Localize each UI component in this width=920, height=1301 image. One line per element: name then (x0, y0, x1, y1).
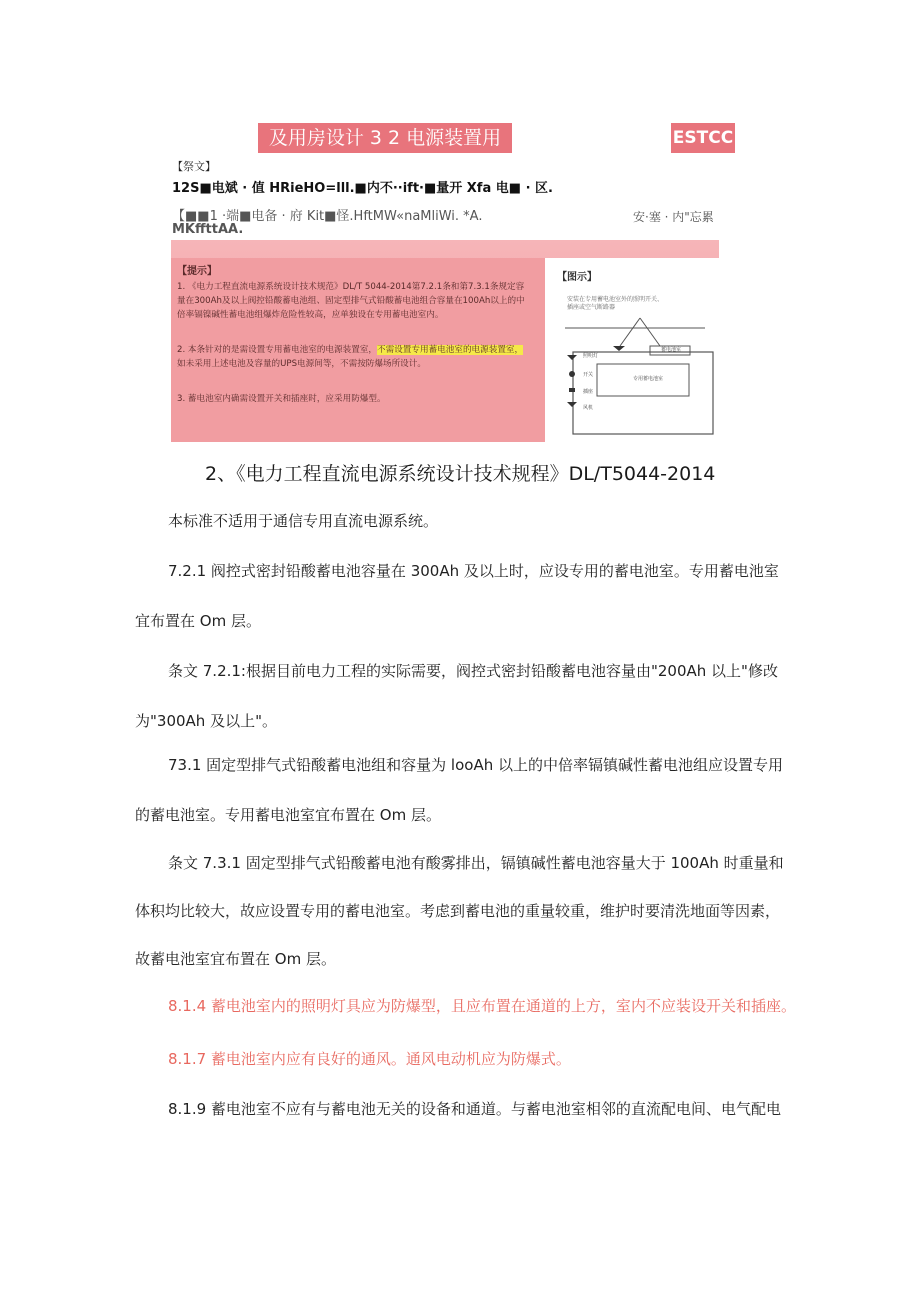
garbled-line-2-right: 安·塞 · 内"忘累 (633, 210, 714, 224)
tip-item-2-rest: 如未采用上述电池及容量的UPS电源间等，不需按防爆场所设计。 (177, 359, 426, 369)
diagram-title: 【图示】 (557, 272, 597, 283)
diagram-box-label: 蓄电池室 (661, 347, 682, 353)
paragraph-3-line-2: 为"300Ah 及以上"。 (135, 712, 277, 730)
tag-label: 【祭文】 (172, 160, 216, 173)
tip-title: 【提示】 (177, 266, 217, 277)
section-heading: 2、《电力工程直流电源系统设计技术规程》DL/T5044-2014 (205, 463, 716, 485)
garbled-line-3: MKffttAA. (172, 222, 244, 237)
legend-1: 照明灯 (583, 353, 599, 359)
paragraph-5-line-3: 故蓄电池室宜布置在 Om 层。 (135, 950, 336, 968)
garbled-line-2: 【■■1 ·端■电备 · 府 Kit■怪.HftMW«naMliWi. *A. (172, 209, 483, 224)
paragraph-2-line-2: 宜布置在 Om 层。 (135, 612, 261, 630)
paragraph-8: 8.1.9 蓄电池室不应有与蓄电池无关的设备和通道。与蓄电池室相邻的直流配电间、电气配电 (168, 1100, 781, 1118)
diagram-note: 安装在专用蓄电池室外的照明开关、插座或空气断路器 (567, 296, 664, 311)
garbled-line-1: 12S■电斌 · 值 HRieHO=lll.■内不··ift·■量开 Xfa 电■ · 区. (172, 181, 553, 196)
paragraph-5-line-2: 体积均比较大，故应设置专用的蓄电池室。考虑到蓄电池的重量较重，维护时要清洗地面等因素， (135, 902, 781, 920)
header-banner-title: 及用房设计 3 2 电源装置用 (258, 123, 512, 153)
diagram-inner-label: 专用蓄电池室 (633, 376, 664, 382)
paragraph-4-line-1: 73.1 固定型排气式铅酸蓄电池组和容量为 looAh 以上的中倍率镉镇碱性蓄电池组应设置专用 (168, 756, 783, 774)
paragraph-7-red: 8.1.7 蓄电池室内应有良好的通风。通风电动机应为防爆式。 (168, 1050, 571, 1068)
tip-item-3: 3. 蓄电池室内确需设置开关和插座时，应采用防爆型。 (177, 394, 386, 404)
legend-4: 风机 (583, 405, 594, 411)
paragraph-5-line-1: 条文 7.3.1 固定型排气式铅酸蓄电池有酸雾排出，镉镇碱性蓄电池容量大于 100Ah 时重量和 (168, 854, 784, 872)
tip-panel-diagram (545, 258, 719, 442)
paragraph-3-line-1: 条文 7.2.1:根据目前电力工程的实际需要，阀控式密封铅酸蓄电池容量由"200Ah 以上"修改 (168, 662, 778, 680)
legend-2: 开关 (583, 372, 594, 378)
tip-item-2 (177, 343, 527, 371)
legend-3: 插座 (583, 389, 594, 395)
battery-room-diagram (545, 288, 719, 438)
header-banner-code: ESTCC (671, 123, 735, 153)
paragraph-6-red: 8.1.4 蓄电池室内的照明灯具应为防爆型，且应布置在通道的上方，室内不应装设开关和插座。 (168, 997, 796, 1015)
tip-panel (171, 240, 719, 442)
paragraph-1: 本标准不适用于通信专用直流电源系统。 (168, 512, 439, 530)
paragraph-2-line-1: 7.2.1 阀控式密封铅酸蓄电池容量在 300Ah 及以上时，应设专用的蓄电池室。专用蓄电池室 (168, 562, 779, 580)
tip-item-2-highlight: 不需设置专用蓄电池室的电源装置室， (377, 345, 524, 355)
tip-item-1: 1. 《电力工程直流电源系统设计技术规范》DL/T 5044-2014第7.2.1条和第7.3.1条规定容量在300Ah及以上阀控铅酸蓄电池组、固定型排气式铅酸蓄电池组合容量在100Ah以上的中倍率镉镍碱性蓄电池组爆炸危险性较高，应单独设在专用蓄电池室内。 (177, 282, 525, 320)
tip-item-2-text: 2. 本条针对的是需设置专用蓄电池室的电源装置室， (177, 345, 377, 355)
paragraph-4-line-2: 的蓄电池室。专用蓄电池室宜布置在 Om 层。 (135, 806, 441, 824)
